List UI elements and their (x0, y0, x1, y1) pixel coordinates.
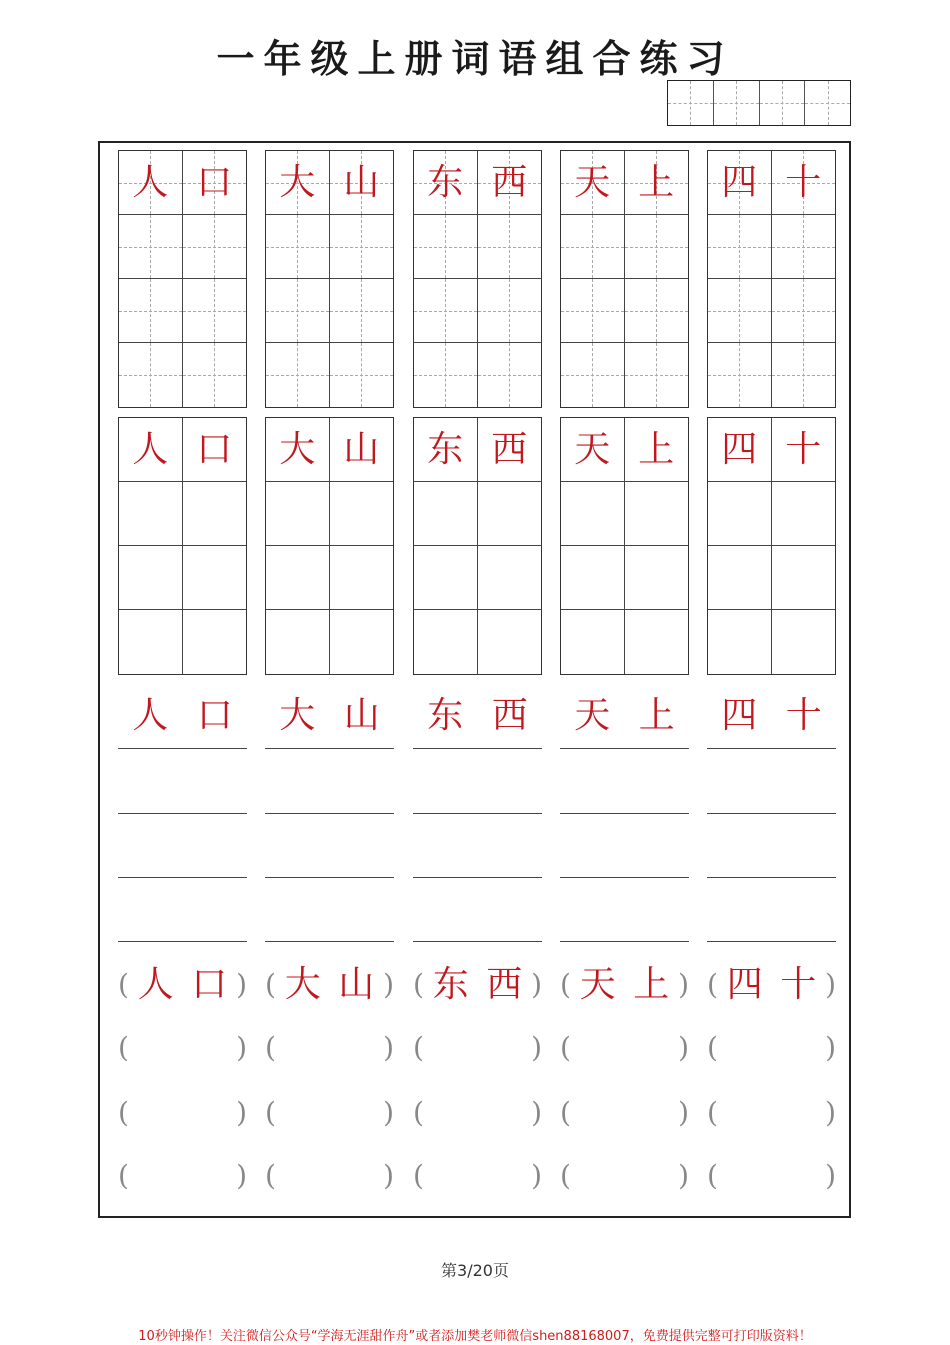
blank-paren-row[interactable] (560, 1156, 689, 1196)
page-title: 一年级上册词语组合练习 (216, 36, 734, 81)
writing-line[interactable] (265, 748, 394, 749)
model-character: 山 (343, 161, 380, 203)
box-grid (560, 417, 689, 675)
line-practice (413, 688, 542, 948)
model-character: 西 (491, 695, 528, 736)
model-cell (708, 151, 772, 215)
model-cell (708, 418, 772, 482)
practice-cell[interactable] (772, 546, 836, 610)
name-box (760, 81, 806, 125)
model-cell (119, 151, 183, 215)
model-cell (414, 418, 478, 482)
open-paren: ( (413, 1031, 424, 1064)
practice-cell[interactable] (330, 279, 394, 343)
practice-cell[interactable] (708, 482, 772, 546)
model-cell (183, 151, 247, 215)
open-paren: ( (265, 968, 276, 1001)
model-character: 上 (638, 161, 675, 203)
model-character: 大 (279, 428, 316, 470)
line-practice (265, 688, 394, 948)
practice-cell[interactable] (414, 482, 478, 546)
box-grid (265, 417, 394, 675)
practice-cell[interactable] (478, 343, 542, 407)
model-character: 西 (491, 428, 528, 470)
line-practice (707, 688, 836, 948)
practice-cell[interactable] (330, 343, 394, 407)
open-paren: ( (413, 1096, 424, 1129)
model-character: 天 (574, 161, 611, 203)
practice-cell[interactable] (183, 546, 247, 610)
practice-cell[interactable] (772, 279, 836, 343)
blank-paren-row[interactable] (118, 1093, 247, 1133)
practice-cell[interactable] (119, 343, 183, 407)
model-character: 东 (432, 964, 469, 1005)
tianzige-grid (413, 150, 542, 408)
writing-line[interactable] (265, 877, 394, 878)
writing-line[interactable] (265, 941, 394, 942)
practice-cell[interactable] (414, 343, 478, 407)
model-character: 口 (196, 695, 233, 736)
page-number: 第3/20页 (441, 1261, 509, 1280)
practice-cell[interactable] (708, 610, 772, 674)
open-paren: ( (265, 1159, 276, 1192)
practice-cell[interactable] (772, 215, 836, 279)
practice-cell[interactable] (478, 215, 542, 279)
open-paren: ( (560, 1096, 571, 1129)
model-cell (183, 418, 247, 482)
open-paren: ( (118, 1096, 129, 1129)
close-paren: ) (236, 1096, 247, 1129)
practice-cell[interactable] (478, 546, 542, 610)
practice-cell[interactable] (625, 546, 689, 610)
model-character: 四 (726, 964, 763, 1005)
writing-line[interactable] (707, 813, 836, 814)
model-paren-row (707, 965, 836, 1005)
close-paren: ) (531, 1031, 542, 1064)
writing-line[interactable] (118, 748, 247, 749)
open-paren: ( (118, 968, 129, 1001)
line-practice (118, 688, 247, 948)
practice-cell[interactable] (183, 215, 247, 279)
model-cell (561, 418, 625, 482)
model-cell (478, 151, 542, 215)
open-paren: ( (707, 968, 718, 1001)
practice-cell[interactable] (183, 610, 247, 674)
model-cell (414, 151, 478, 215)
practice-cell[interactable] (561, 610, 625, 674)
open-paren: ( (707, 1096, 718, 1129)
model-character: 人 (137, 964, 174, 1005)
name-box (805, 81, 850, 125)
close-paren: ) (383, 1096, 394, 1129)
model-character: 十 (780, 964, 817, 1005)
close-paren: ) (678, 1159, 689, 1192)
close-paren: ) (825, 1159, 836, 1192)
model-word (118, 695, 247, 736)
model-character: 天 (579, 964, 616, 1005)
writing-line[interactable] (707, 748, 836, 749)
blank-paren-row[interactable] (707, 1093, 836, 1133)
model-character: 东 (427, 428, 464, 470)
practice-cell[interactable] (625, 343, 689, 407)
model-character: 四 (721, 161, 758, 203)
model-character: 西 (491, 161, 528, 203)
model-word (413, 695, 542, 736)
practice-cell[interactable] (266, 279, 330, 343)
model-character: 西 (486, 964, 523, 1005)
model-cell (266, 418, 330, 482)
model-character: 天 (574, 428, 611, 470)
practice-cell[interactable] (478, 482, 542, 546)
writing-line[interactable] (707, 877, 836, 878)
model-paren-row (560, 965, 689, 1005)
close-paren: ) (678, 1031, 689, 1064)
model-character: 大 (279, 695, 316, 736)
practice-cell[interactable] (561, 215, 625, 279)
practice-cell[interactable] (414, 279, 478, 343)
open-paren: ( (560, 1031, 571, 1064)
practice-cell[interactable] (708, 343, 772, 407)
open-paren: ( (118, 1031, 129, 1064)
model-cell (478, 418, 542, 482)
line-practice (560, 688, 689, 948)
paren-practice (413, 965, 542, 1205)
model-cell (625, 151, 689, 215)
close-paren: ) (678, 1096, 689, 1129)
practice-cell[interactable] (625, 610, 689, 674)
model-character: 上 (638, 695, 675, 736)
practice-cell[interactable] (183, 482, 247, 546)
practice-cell[interactable] (330, 610, 394, 674)
model-paren-row (118, 965, 247, 1005)
tianzige-grid (560, 150, 689, 408)
name-box (668, 81, 714, 125)
tianzige-grid (118, 150, 247, 408)
model-paren-row (413, 965, 542, 1005)
open-paren: ( (118, 1159, 129, 1192)
practice-cell[interactable] (414, 215, 478, 279)
paren-practice (118, 965, 247, 1205)
practice-cell[interactable] (414, 610, 478, 674)
blank-paren-row[interactable] (413, 1156, 542, 1196)
open-paren: ( (560, 1159, 571, 1192)
close-paren: ) (825, 1031, 836, 1064)
practice-cell[interactable] (119, 610, 183, 674)
blank-paren-row[interactable] (118, 1028, 247, 1068)
paren-content (718, 964, 825, 1005)
practice-cell[interactable] (708, 546, 772, 610)
writing-line[interactable] (413, 748, 542, 749)
model-character: 十 (785, 695, 822, 736)
writing-line[interactable] (413, 941, 542, 942)
model-cell (330, 418, 394, 482)
close-paren: ) (825, 968, 836, 1001)
model-character: 十 (785, 428, 822, 470)
paren-practice (560, 965, 689, 1205)
model-word (265, 695, 394, 736)
model-character: 四 (721, 428, 758, 470)
writing-line[interactable] (118, 813, 247, 814)
practice-cell[interactable] (183, 343, 247, 407)
model-word (560, 695, 689, 736)
open-paren: ( (265, 1096, 276, 1129)
practice-cell[interactable] (772, 482, 836, 546)
blank-paren-row[interactable] (265, 1156, 394, 1196)
name-boxes (667, 80, 851, 126)
model-character: 人 (132, 695, 169, 736)
practice-cell[interactable] (330, 546, 394, 610)
practice-cell[interactable] (625, 215, 689, 279)
practice-cell[interactable] (414, 546, 478, 610)
model-cell (561, 151, 625, 215)
practice-cell[interactable] (266, 215, 330, 279)
practice-cell[interactable] (266, 610, 330, 674)
practice-cell[interactable] (266, 482, 330, 546)
practice-cell[interactable] (183, 279, 247, 343)
close-paren: ) (236, 1031, 247, 1064)
close-paren: ) (531, 968, 542, 1001)
writing-line[interactable] (265, 813, 394, 814)
model-character: 山 (343, 428, 380, 470)
close-paren: ) (236, 1159, 247, 1192)
model-cell (330, 151, 394, 215)
practice-cell[interactable] (330, 215, 394, 279)
practice-cell[interactable] (625, 482, 689, 546)
practice-cell[interactable] (708, 279, 772, 343)
blank-paren-row[interactable] (265, 1093, 394, 1133)
writing-line[interactable] (118, 877, 247, 878)
name-box (714, 81, 760, 125)
writing-line[interactable] (560, 877, 689, 878)
model-character: 口 (196, 161, 233, 203)
blank-paren-row[interactable] (560, 1093, 689, 1133)
open-paren: ( (413, 968, 424, 1001)
blank-paren-row[interactable] (413, 1028, 542, 1068)
promo-text: 10秒钟操作！关注微信公众号“学海无涯甜作舟”或者添加樊老师微信shen88168007，免费提供完整可打印版资料！ (138, 1329, 812, 1344)
practice-cell[interactable] (772, 610, 836, 674)
practice-cell[interactable] (561, 343, 625, 407)
writing-line[interactable] (118, 941, 247, 942)
model-character: 口 (196, 428, 233, 470)
open-paren: ( (707, 1159, 718, 1192)
blank-paren-row[interactable] (707, 1156, 836, 1196)
practice-cell[interactable] (266, 546, 330, 610)
open-paren: ( (560, 968, 571, 1001)
close-paren: ) (383, 1159, 394, 1192)
model-character: 东 (427, 695, 464, 736)
close-paren: ) (678, 968, 689, 1001)
model-paren-row (265, 965, 394, 1005)
model-cell (625, 418, 689, 482)
practice-cell[interactable] (330, 482, 394, 546)
writing-line[interactable] (707, 941, 836, 942)
box-grid (413, 417, 542, 675)
paren-content (424, 964, 531, 1005)
writing-line[interactable] (560, 748, 689, 749)
open-paren: ( (707, 1031, 718, 1064)
writing-line[interactable] (560, 941, 689, 942)
model-character: 十 (785, 161, 822, 203)
blank-paren-row[interactable] (118, 1156, 247, 1196)
model-cell (772, 418, 836, 482)
practice-cell[interactable] (478, 279, 542, 343)
practice-cell[interactable] (478, 610, 542, 674)
practice-cell[interactable] (561, 482, 625, 546)
practice-cell[interactable] (266, 343, 330, 407)
close-paren: ) (531, 1096, 542, 1129)
writing-line[interactable] (413, 877, 542, 878)
practice-cell[interactable] (561, 546, 625, 610)
model-character: 人 (132, 161, 169, 203)
practice-cell[interactable] (625, 279, 689, 343)
practice-cell[interactable] (119, 279, 183, 343)
close-paren: ) (236, 968, 247, 1001)
close-paren: ) (383, 1031, 394, 1064)
model-character: 大 (284, 964, 321, 1005)
model-cell (772, 151, 836, 215)
model-cell (266, 151, 330, 215)
practice-cell[interactable] (119, 482, 183, 546)
tianzige-grid (707, 150, 836, 408)
practice-cell[interactable] (119, 546, 183, 610)
blank-paren-row[interactable] (560, 1028, 689, 1068)
paren-content (276, 964, 383, 1005)
model-character: 上 (638, 428, 675, 470)
tianzige-grid (265, 150, 394, 408)
close-paren: ) (383, 968, 394, 1001)
practice-cell[interactable] (708, 215, 772, 279)
close-paren: ) (825, 1096, 836, 1129)
open-paren: ( (413, 1159, 424, 1192)
box-grid (118, 417, 247, 675)
model-character: 天 (574, 695, 611, 736)
blank-paren-row[interactable] (707, 1028, 836, 1068)
paren-practice (265, 965, 394, 1205)
model-character: 山 (338, 964, 375, 1005)
close-paren: ) (531, 1159, 542, 1192)
open-paren: ( (265, 1031, 276, 1064)
model-cell (119, 418, 183, 482)
practice-cell[interactable] (772, 343, 836, 407)
blank-paren-row[interactable] (265, 1028, 394, 1068)
model-word (707, 695, 836, 736)
paren-content (129, 964, 236, 1005)
model-character: 东 (427, 161, 464, 203)
model-character: 口 (191, 964, 228, 1005)
model-character: 山 (343, 695, 380, 736)
model-character: 人 (132, 428, 169, 470)
model-character: 大 (279, 161, 316, 203)
box-grid (707, 417, 836, 675)
paren-content (571, 964, 678, 1005)
blank-paren-row[interactable] (413, 1093, 542, 1133)
writing-line[interactable] (413, 813, 542, 814)
model-character: 上 (633, 964, 670, 1005)
practice-cell[interactable] (119, 215, 183, 279)
writing-line[interactable] (560, 813, 689, 814)
paren-practice (707, 965, 836, 1205)
practice-cell[interactable] (561, 279, 625, 343)
model-character: 四 (721, 695, 758, 736)
